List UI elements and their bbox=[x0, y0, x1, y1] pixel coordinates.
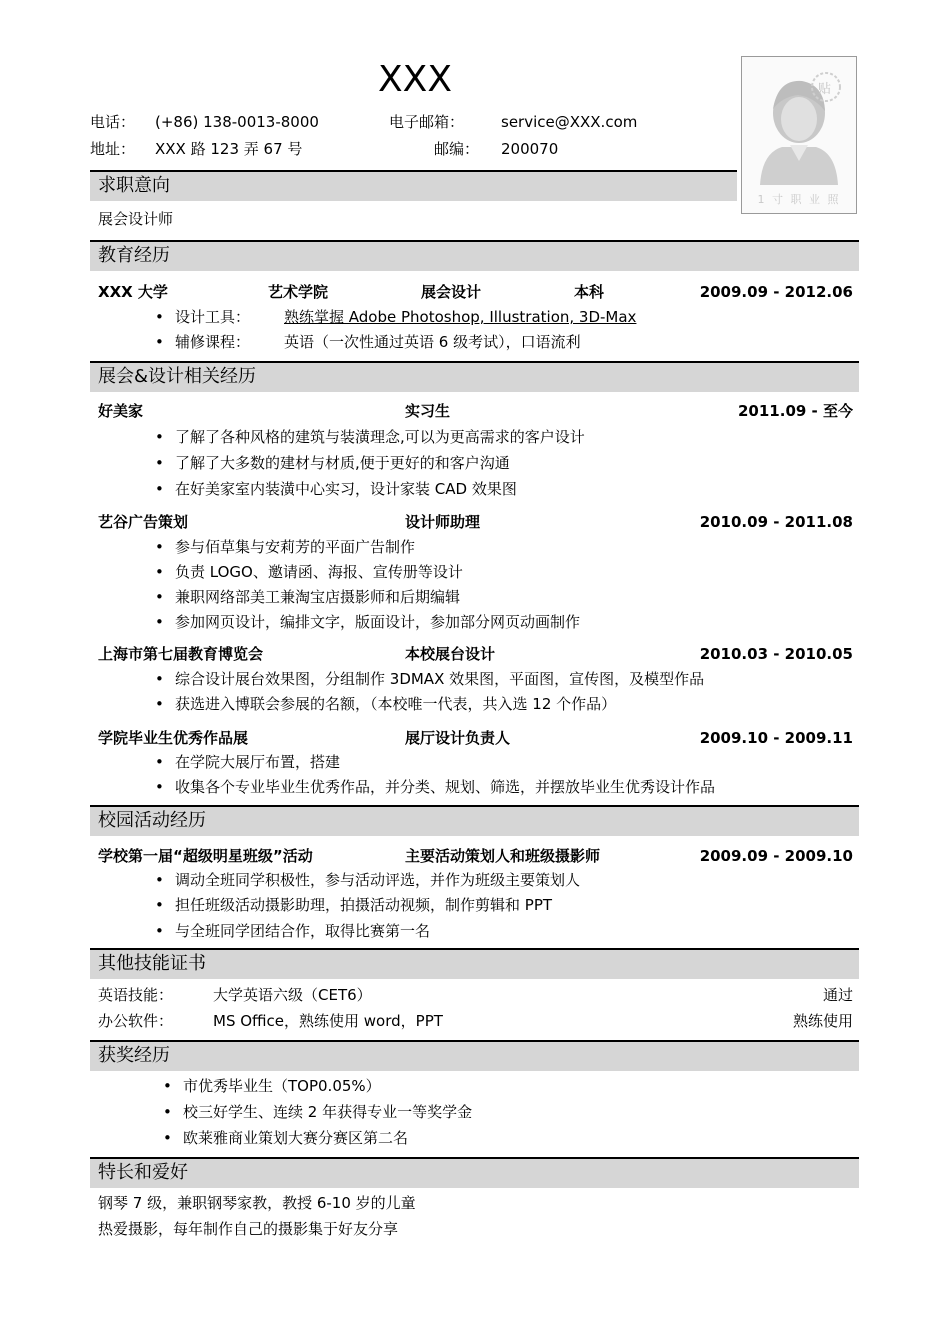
experience-org: 上海市第七届教育博览会 bbox=[98, 645, 264, 663]
bullet-icon: • bbox=[155, 613, 164, 631]
campus-bullet: 担任班级活动摄影助理，拍摄活动视频，制作剪辑和 PPT bbox=[175, 896, 553, 914]
experience-org: 好美家 bbox=[98, 402, 144, 420]
skill-value: 大学英语六级（CET6） bbox=[213, 986, 372, 1004]
experience-bullet: 了解了大多数的建材与材质,便于更好的和客户沟通 bbox=[175, 454, 510, 472]
experience-bullet: 了解了各种风格的建筑与装潢理念,可以为更高需求的客户设计 bbox=[175, 428, 585, 446]
experience-bullet: 在好美家室内装潢中心实习，设计家装 CAD 效果图 bbox=[175, 480, 517, 498]
award-item: 校三好学生、连续 2 年获得专业一等奖学金 bbox=[183, 1103, 473, 1121]
experience-date: 2010.03 - 2010.05 bbox=[699, 645, 853, 663]
skill-level: 通过 bbox=[822, 986, 853, 1004]
photo-placeholder[interactable] bbox=[741, 56, 857, 214]
experience-date: 2011.09 - 至今 bbox=[738, 402, 853, 420]
education-item-value: 熟练掌握 Adobe Photoshop, Illustration, 3D-Max bbox=[284, 308, 637, 326]
bullet-icon: • bbox=[155, 871, 164, 889]
bullet-icon: • bbox=[163, 1129, 172, 1147]
bullet-icon: • bbox=[155, 922, 164, 940]
education-item-label: 辅修课程： bbox=[175, 333, 251, 351]
campus-bullet: 调动全班同学积极性，参与活动评选，并作为班级主要策划人 bbox=[175, 871, 581, 889]
experience-org: 艺谷广告策划 bbox=[98, 513, 189, 531]
person-silhouette-icon bbox=[742, 57, 856, 213]
campus-bullet: 与全班同学团结合作，取得比赛第一名 bbox=[175, 922, 431, 940]
bullet-icon: • bbox=[163, 1103, 172, 1121]
bullet-icon: • bbox=[155, 778, 164, 796]
bullet-icon: • bbox=[155, 480, 164, 498]
experience-bullet: 收集各个专业毕业生优秀作品，并分类、规划、筛选，并摆放毕业生优秀设计作品 bbox=[175, 778, 716, 796]
zip-label: 邮编： bbox=[434, 140, 480, 158]
award-item: 欧莱雅商业策划大赛分赛区第二名 bbox=[183, 1129, 409, 1147]
campus-date: 2009.09 - 2009.10 bbox=[699, 847, 853, 865]
experience-org: 学院毕业生优秀作品展 bbox=[98, 729, 249, 747]
skill-label: 英语技能： bbox=[98, 986, 174, 1004]
address-value: XXX 路 123 弄 67 号 bbox=[155, 140, 303, 158]
experience-role: 设计师助理 bbox=[405, 513, 481, 531]
award-item: 市优秀毕业生（TOP0.05%） bbox=[183, 1077, 381, 1095]
section-header-awards bbox=[90, 1040, 859, 1071]
section-header-experience bbox=[90, 361, 859, 392]
bullet-icon: • bbox=[155, 538, 164, 556]
photo-label: 1 寸 职 业 照 bbox=[757, 193, 841, 206]
campus-org: 学校第一届“超级明星班级”活动 bbox=[98, 847, 313, 865]
section-header-hobbies bbox=[90, 1157, 859, 1188]
bullet-icon: • bbox=[155, 308, 164, 326]
bullet-icon: • bbox=[155, 670, 164, 688]
experience-role: 展厅设计负责人 bbox=[405, 729, 511, 747]
bullet-icon: • bbox=[155, 588, 164, 606]
experience-bullet: 参加网页设计，编排文字，版面设计，参加部分网页动画制作 bbox=[175, 613, 581, 631]
education-school: XXX 大学 bbox=[98, 283, 168, 301]
objective-text: 展会设计师 bbox=[98, 210, 174, 228]
photo-stamp: 贴 bbox=[818, 82, 832, 97]
section-title: 其他技能证书 bbox=[98, 953, 206, 974]
section-header-campus bbox=[90, 805, 859, 836]
bullet-icon: • bbox=[155, 695, 164, 713]
section-title: 获奖经历 bbox=[98, 1045, 170, 1066]
bullet-icon: • bbox=[155, 428, 164, 446]
education-item-label: 设计工具： bbox=[175, 308, 251, 326]
bullet-icon: • bbox=[155, 333, 164, 351]
experience-bullet: 在学院大展厅布置，搭建 bbox=[175, 753, 341, 771]
email-label: 电子邮箱： bbox=[389, 113, 465, 131]
experience-role: 本校展台设计 bbox=[405, 645, 496, 663]
education-degree: 本科 bbox=[574, 283, 605, 301]
skill-level: 熟练使用 bbox=[792, 1012, 853, 1030]
education-item-value: 英语（一次性通过英语 6 级考试），口语流利 bbox=[284, 333, 581, 351]
experience-date: 2010.09 - 2011.08 bbox=[699, 513, 853, 531]
education-date: 2009.09 - 2012.06 bbox=[699, 283, 853, 301]
bullet-icon: • bbox=[155, 753, 164, 771]
experience-bullet: 综合设计展台效果图，分组制作 3DMAX 效果图，平面图，宣传图，及模型作品 bbox=[175, 670, 705, 688]
experience-bullet: 负责 LOGO、邀请函、海报、宣传册等设计 bbox=[175, 563, 463, 581]
bullet-icon: • bbox=[155, 896, 164, 914]
skill-value: MS Office，熟练使用 word，PPT bbox=[213, 1012, 443, 1030]
section-header-education bbox=[90, 240, 859, 271]
bullet-icon: • bbox=[155, 454, 164, 472]
education-major: 展会设计 bbox=[421, 283, 482, 301]
hobby-item: 钢琴 7 级，兼职钢琴家教，教授 6-10 岁的儿童 bbox=[98, 1194, 416, 1212]
section-header-skills bbox=[90, 948, 859, 979]
section-title: 展会&设计相关经历 bbox=[98, 366, 257, 387]
phone-label: 电话： bbox=[90, 113, 136, 131]
bullet-icon: • bbox=[163, 1077, 172, 1095]
experience-bullet: 兼职网络部美工兼淘宝店摄影师和后期编辑 bbox=[175, 588, 461, 606]
experience-bullet: 参与佰草集与安莉芳的平面广告制作 bbox=[175, 538, 416, 556]
address-label: 地址： bbox=[90, 140, 136, 158]
experience-bullet: 获选进入博联会参展的名额，（本校唯一代表，共入选 12 个作品） bbox=[175, 695, 617, 713]
campus-role: 主要活动策划人和班级摄影师 bbox=[405, 847, 601, 865]
bullet-icon: • bbox=[155, 563, 164, 581]
section-title: 求职意向 bbox=[98, 175, 170, 196]
experience-role: 实习生 bbox=[405, 402, 451, 420]
email-value[interactable]: service@XXX.com bbox=[501, 113, 638, 131]
phone-value: (+86) 138-0013-8000 bbox=[155, 113, 319, 131]
education-college: 艺术学院 bbox=[268, 283, 329, 301]
section-title: 校园活动经历 bbox=[98, 810, 206, 831]
section-title: 教育经历 bbox=[98, 245, 170, 266]
hobby-item: 热爱摄影，每年制作自己的摄影集于好友分享 bbox=[98, 1220, 399, 1238]
section-title: 特长和爱好 bbox=[98, 1162, 188, 1183]
experience-date: 2009.10 - 2009.11 bbox=[699, 729, 853, 747]
skill-label: 办公软件： bbox=[98, 1012, 174, 1030]
zip-value: 200070 bbox=[501, 140, 559, 158]
resume-name: XXX bbox=[378, 59, 452, 100]
section-header-objective bbox=[90, 170, 737, 201]
